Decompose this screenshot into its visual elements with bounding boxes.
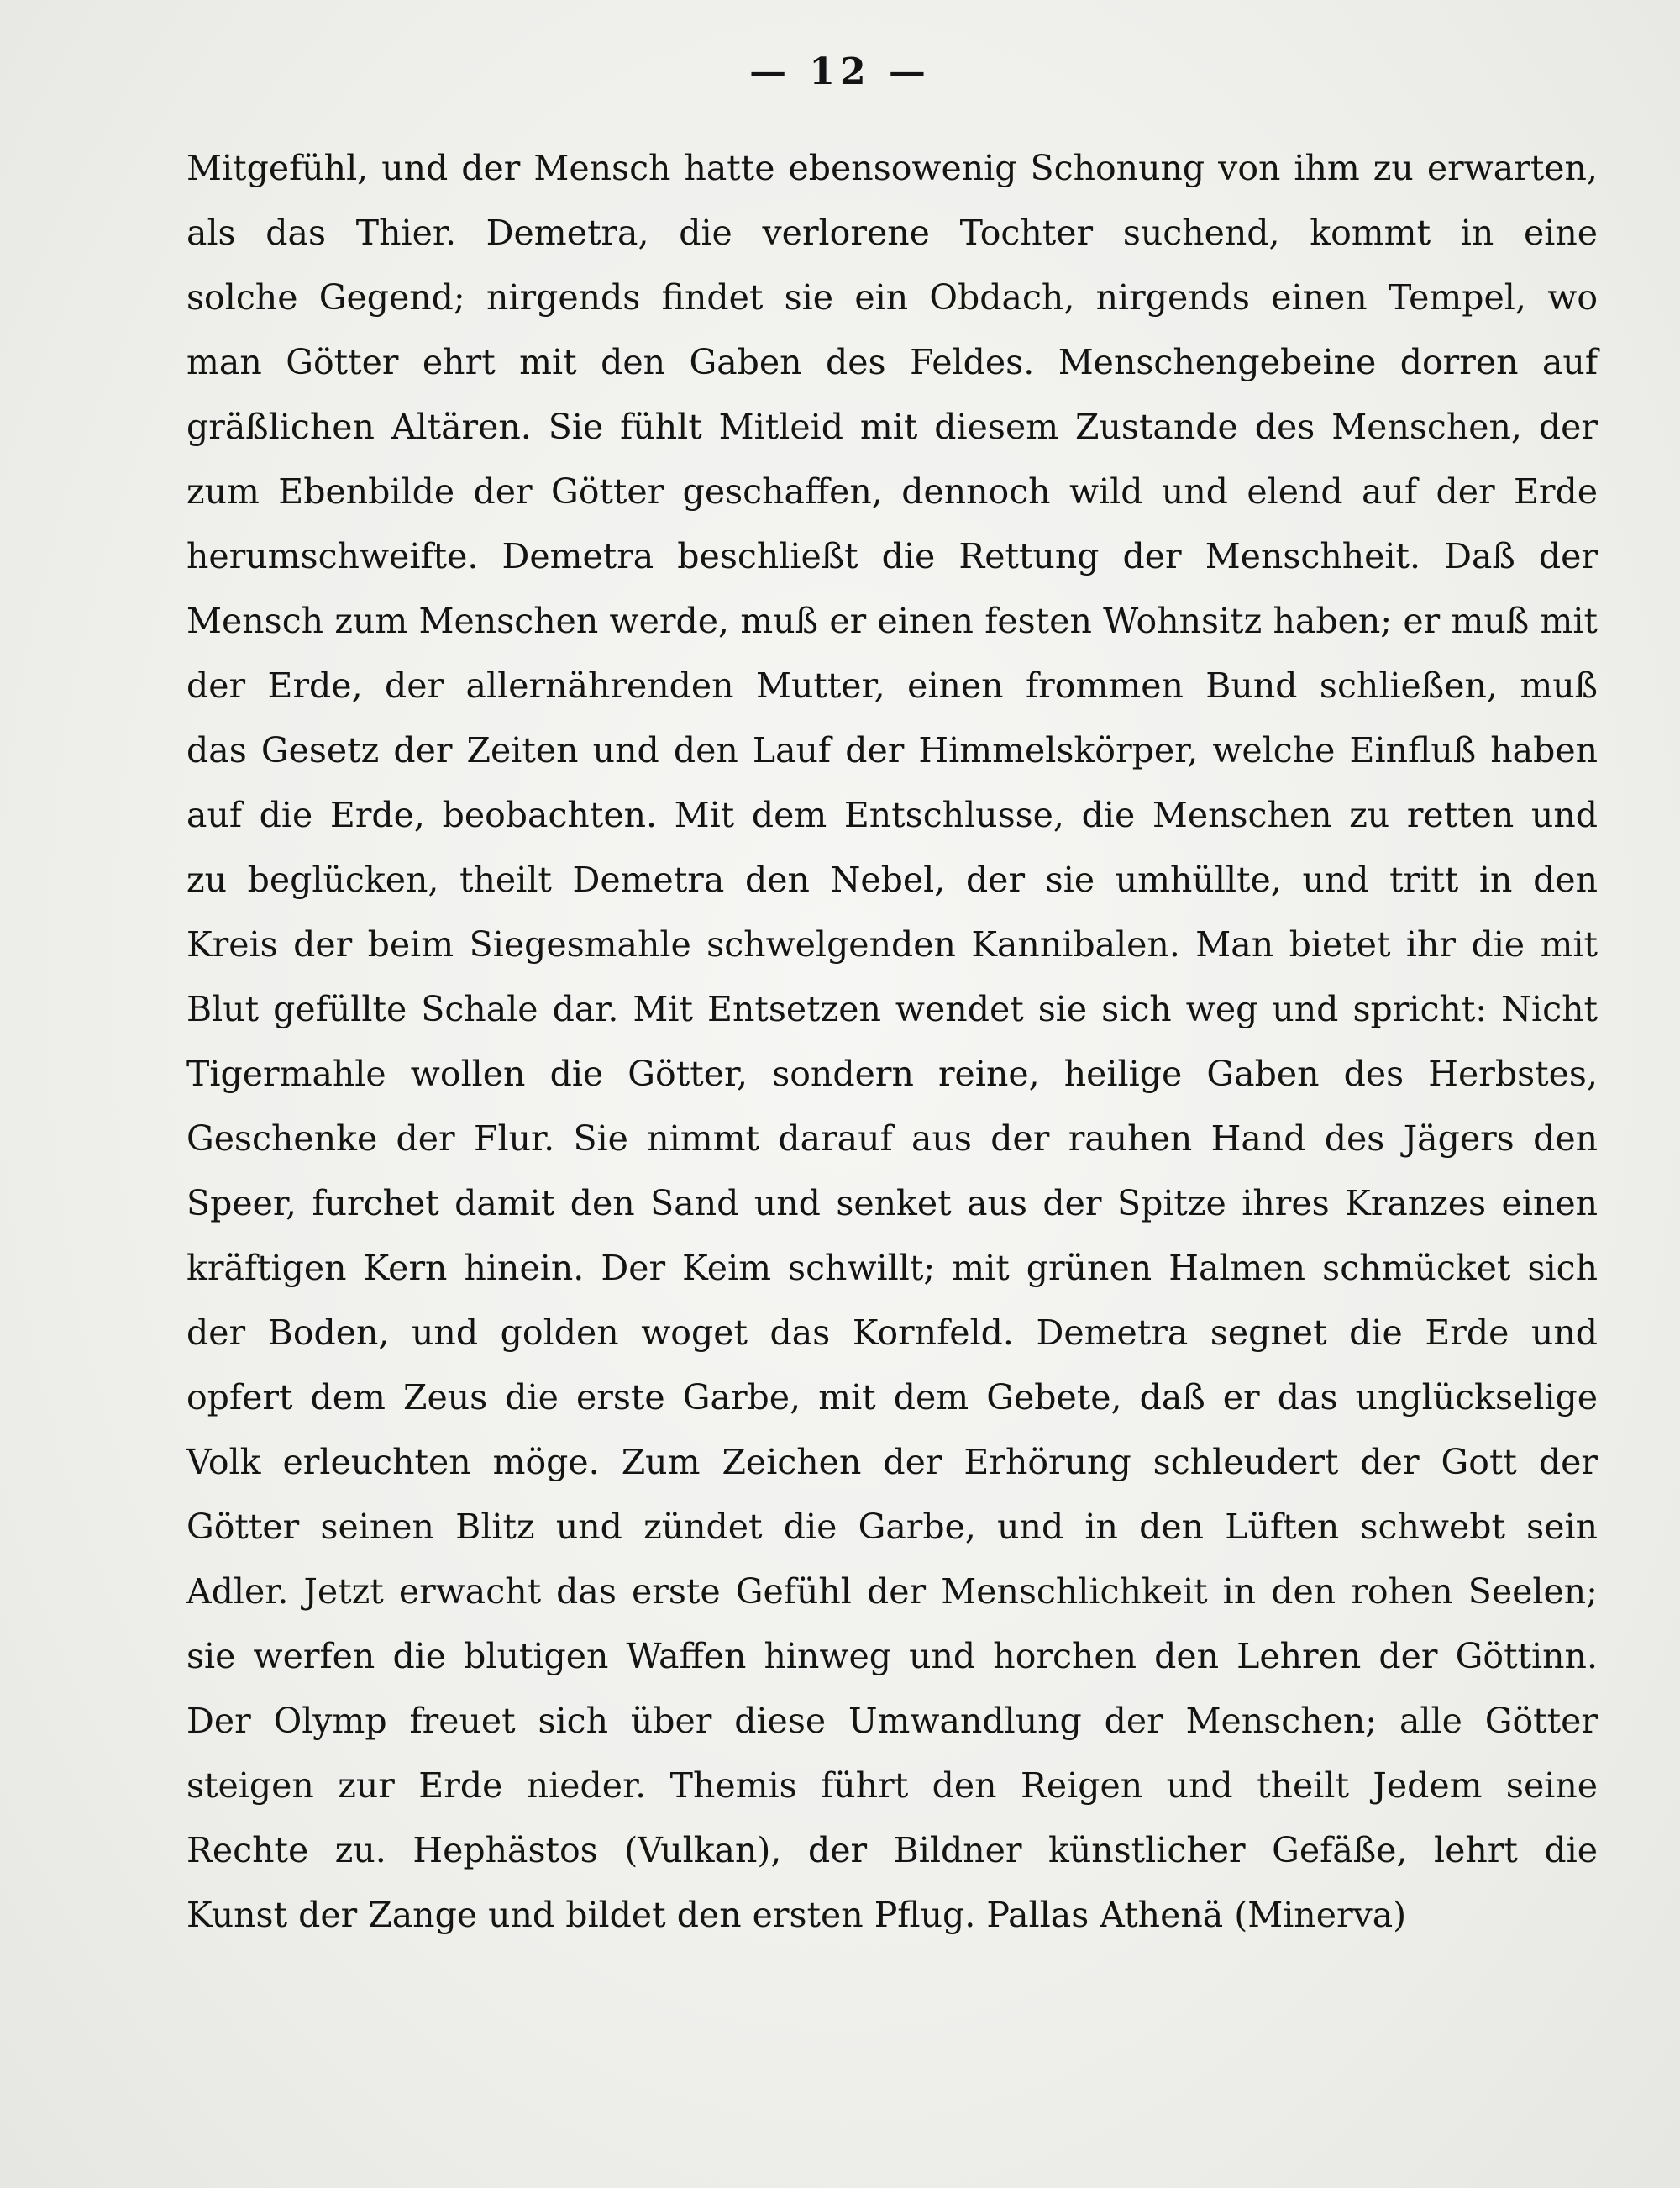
text-line: auf die Erde, beobachten. Mit dem Entschlusse, die Menschen zu retten und [186, 795, 1598, 835]
text-line: Kunst der Zange und bildet den ersten Pflug. Pallas Athenä (Minerva) [186, 1895, 1407, 1935]
page-number: — 12 — [749, 50, 931, 93]
text-line: herumschweifte. Demetra beschließt die Rettung der Menschheit. Daß der [186, 536, 1598, 576]
text-line: Volk erleuchten möge. Zum Zeichen der Erhörung schleudert der Gott der [186, 1442, 1598, 1482]
text-line: Tigermahle wollen die Götter, sondern reine, heilige Gaben des Herbstes, [186, 1054, 1598, 1094]
text-line: Der Olymp freuet sich über diese Umwandlung der Menschen; alle Götter [186, 1701, 1598, 1741]
text-line: Götter seinen Blitz und zündet die Garbe, und in den Lüften schwebt sein [186, 1507, 1598, 1547]
text-line: steigen zur Erde nieder. Themis führt den Reigen und theilt Jedem seine [186, 1765, 1598, 1806]
text-line: Adler. Jetzt erwacht das erste Gefühl der Menschlichkeit in den rohen Seelen; [186, 1571, 1598, 1612]
text-line: gräßlichen Altären. Sie fühlt Mitleid mit diesem Zustande des Menschen, der [186, 407, 1598, 447]
text-line: der Boden, und golden woget das Kornfeld. Demetra segnet die Erde und [186, 1312, 1598, 1353]
text-line: Blut gefüllte Schale dar. Mit Entsetzen wendet sie sich weg und spricht: Nicht [186, 989, 1598, 1029]
text-line: opfert dem Zeus die erste Garbe, mit dem Gebete, daß er das unglückselige [186, 1377, 1598, 1417]
text-line: solche Gegend; nirgends findet sie ein Obdach, nirgends einen Tempel, wo [186, 277, 1598, 318]
text-line: zum Ebenbilde der Götter geschaffen, dennoch wild und elend auf der Erde [186, 471, 1598, 512]
text-line: Rechte zu. Hephästos (Vulkan), der Bildner künstlicher Gefäße, lehrt die [186, 1830, 1598, 1870]
text-line: Geschenke der Flur. Sie nimmt darauf aus der rauhen Hand des Jägers den [186, 1118, 1598, 1159]
text-line: der Erde, der allernährenden Mutter, einen frommen Bund schließen, muß [186, 665, 1598, 706]
text-line: man Götter ehrt mit den Gaben des Feldes. Menschengebeine dorren auf [186, 342, 1598, 382]
text-line: als das Thier. Demetra, die verlorene Tochter suchend, kommt in eine [186, 213, 1598, 253]
text-line: das Gesetz der Zeiten und den Lauf der Himmelskörper, welche Einfluß haben [186, 730, 1598, 771]
body-text [186, 136, 1598, 1948]
text-line: zu beglücken, theilt Demetra den Nebel, der sie umhüllte, und tritt in den [186, 860, 1598, 900]
text-line: Mitgefühl, und der Mensch hatte ebensowenig Schonung von ihm zu erwarten, [186, 148, 1598, 188]
text-line: Kreis der beim Siegesmahle schwelgenden Kannibalen. Man bietet ihr die mit [186, 924, 1598, 965]
text-line: kräftigen Kern hinein. Der Keim schwillt; mit grünen Halmen schmücket sich [186, 1248, 1598, 1288]
text-line: sie werfen die blutigen Waffen hinweg und horchen den Lehren der Göttinn. [186, 1636, 1598, 1676]
text-line: Speer, furchet damit den Sand und senket aus der Spitze ihres Kranzes einen [186, 1183, 1598, 1223]
text-line: Mensch zum Menschen werde, muß er einen festen Wohnsitz haben; er muß mit [186, 601, 1598, 641]
